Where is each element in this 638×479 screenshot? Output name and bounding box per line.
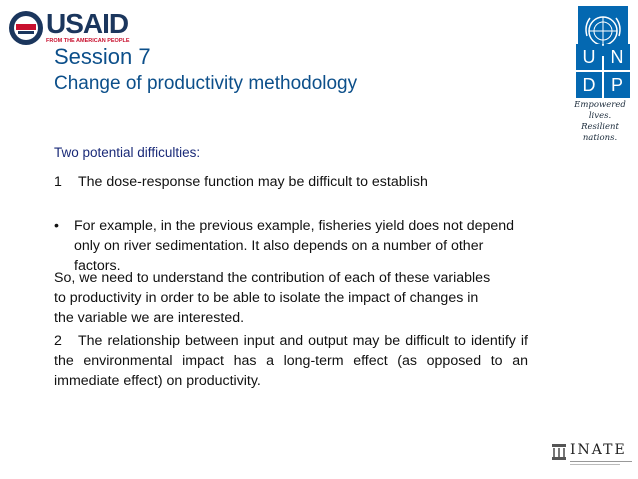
undp-slogan-line1: Empowered lives. xyxy=(574,100,626,121)
inate-building-icon xyxy=(552,444,566,460)
undp-letter-d: D xyxy=(576,72,602,98)
point-2-text: The relationship between input and output may be difficult to identify if the environmental impact has a long-term effect (as opposed to an immediate effect) on productivity. xyxy=(54,333,528,389)
undp-letter-n: N xyxy=(604,44,630,70)
point-1 xyxy=(54,172,428,192)
contribution-paragraph: So, we need to understand the contribution of each of these variables to productivity in order to be able to isolate the impact of changes in the variable we are interested. xyxy=(54,270,491,326)
point-2-number: 2 xyxy=(54,333,62,349)
bullet-text: For example, in the previous example, fisheries yield does not depend only on river sedimentation. It also depends on a number of other factors. xyxy=(74,218,515,274)
point-1-text: The dose-response function may be difficult to establish xyxy=(78,174,428,190)
inate-tagline-lines xyxy=(570,460,632,466)
bullet-mark: • xyxy=(54,218,59,234)
inate-logo xyxy=(552,440,634,470)
undp-letter-p: P xyxy=(604,72,630,98)
point-2 xyxy=(54,331,528,391)
undp-slogan-line2: Resilient nations. xyxy=(581,122,619,143)
usaid-wordmark: USAID xyxy=(46,8,129,39)
undp-logo xyxy=(568,4,638,143)
undp-slogan xyxy=(566,100,634,144)
slide-title: Session 7 xyxy=(54,44,151,69)
point-1-number: 1 xyxy=(54,174,62,190)
slide-subtitle: Change of productivity methodology xyxy=(54,73,358,94)
undp-letter-u: U xyxy=(576,44,602,70)
usaid-tagline: FROM THE AMERICAN PEOPLE xyxy=(46,38,130,44)
inate-wordmark: INATE xyxy=(570,442,627,458)
difficulties-heading: Two potential difficulties: xyxy=(54,145,201,160)
usaid-seal-icon xyxy=(8,10,44,46)
usaid-logo xyxy=(8,10,138,48)
